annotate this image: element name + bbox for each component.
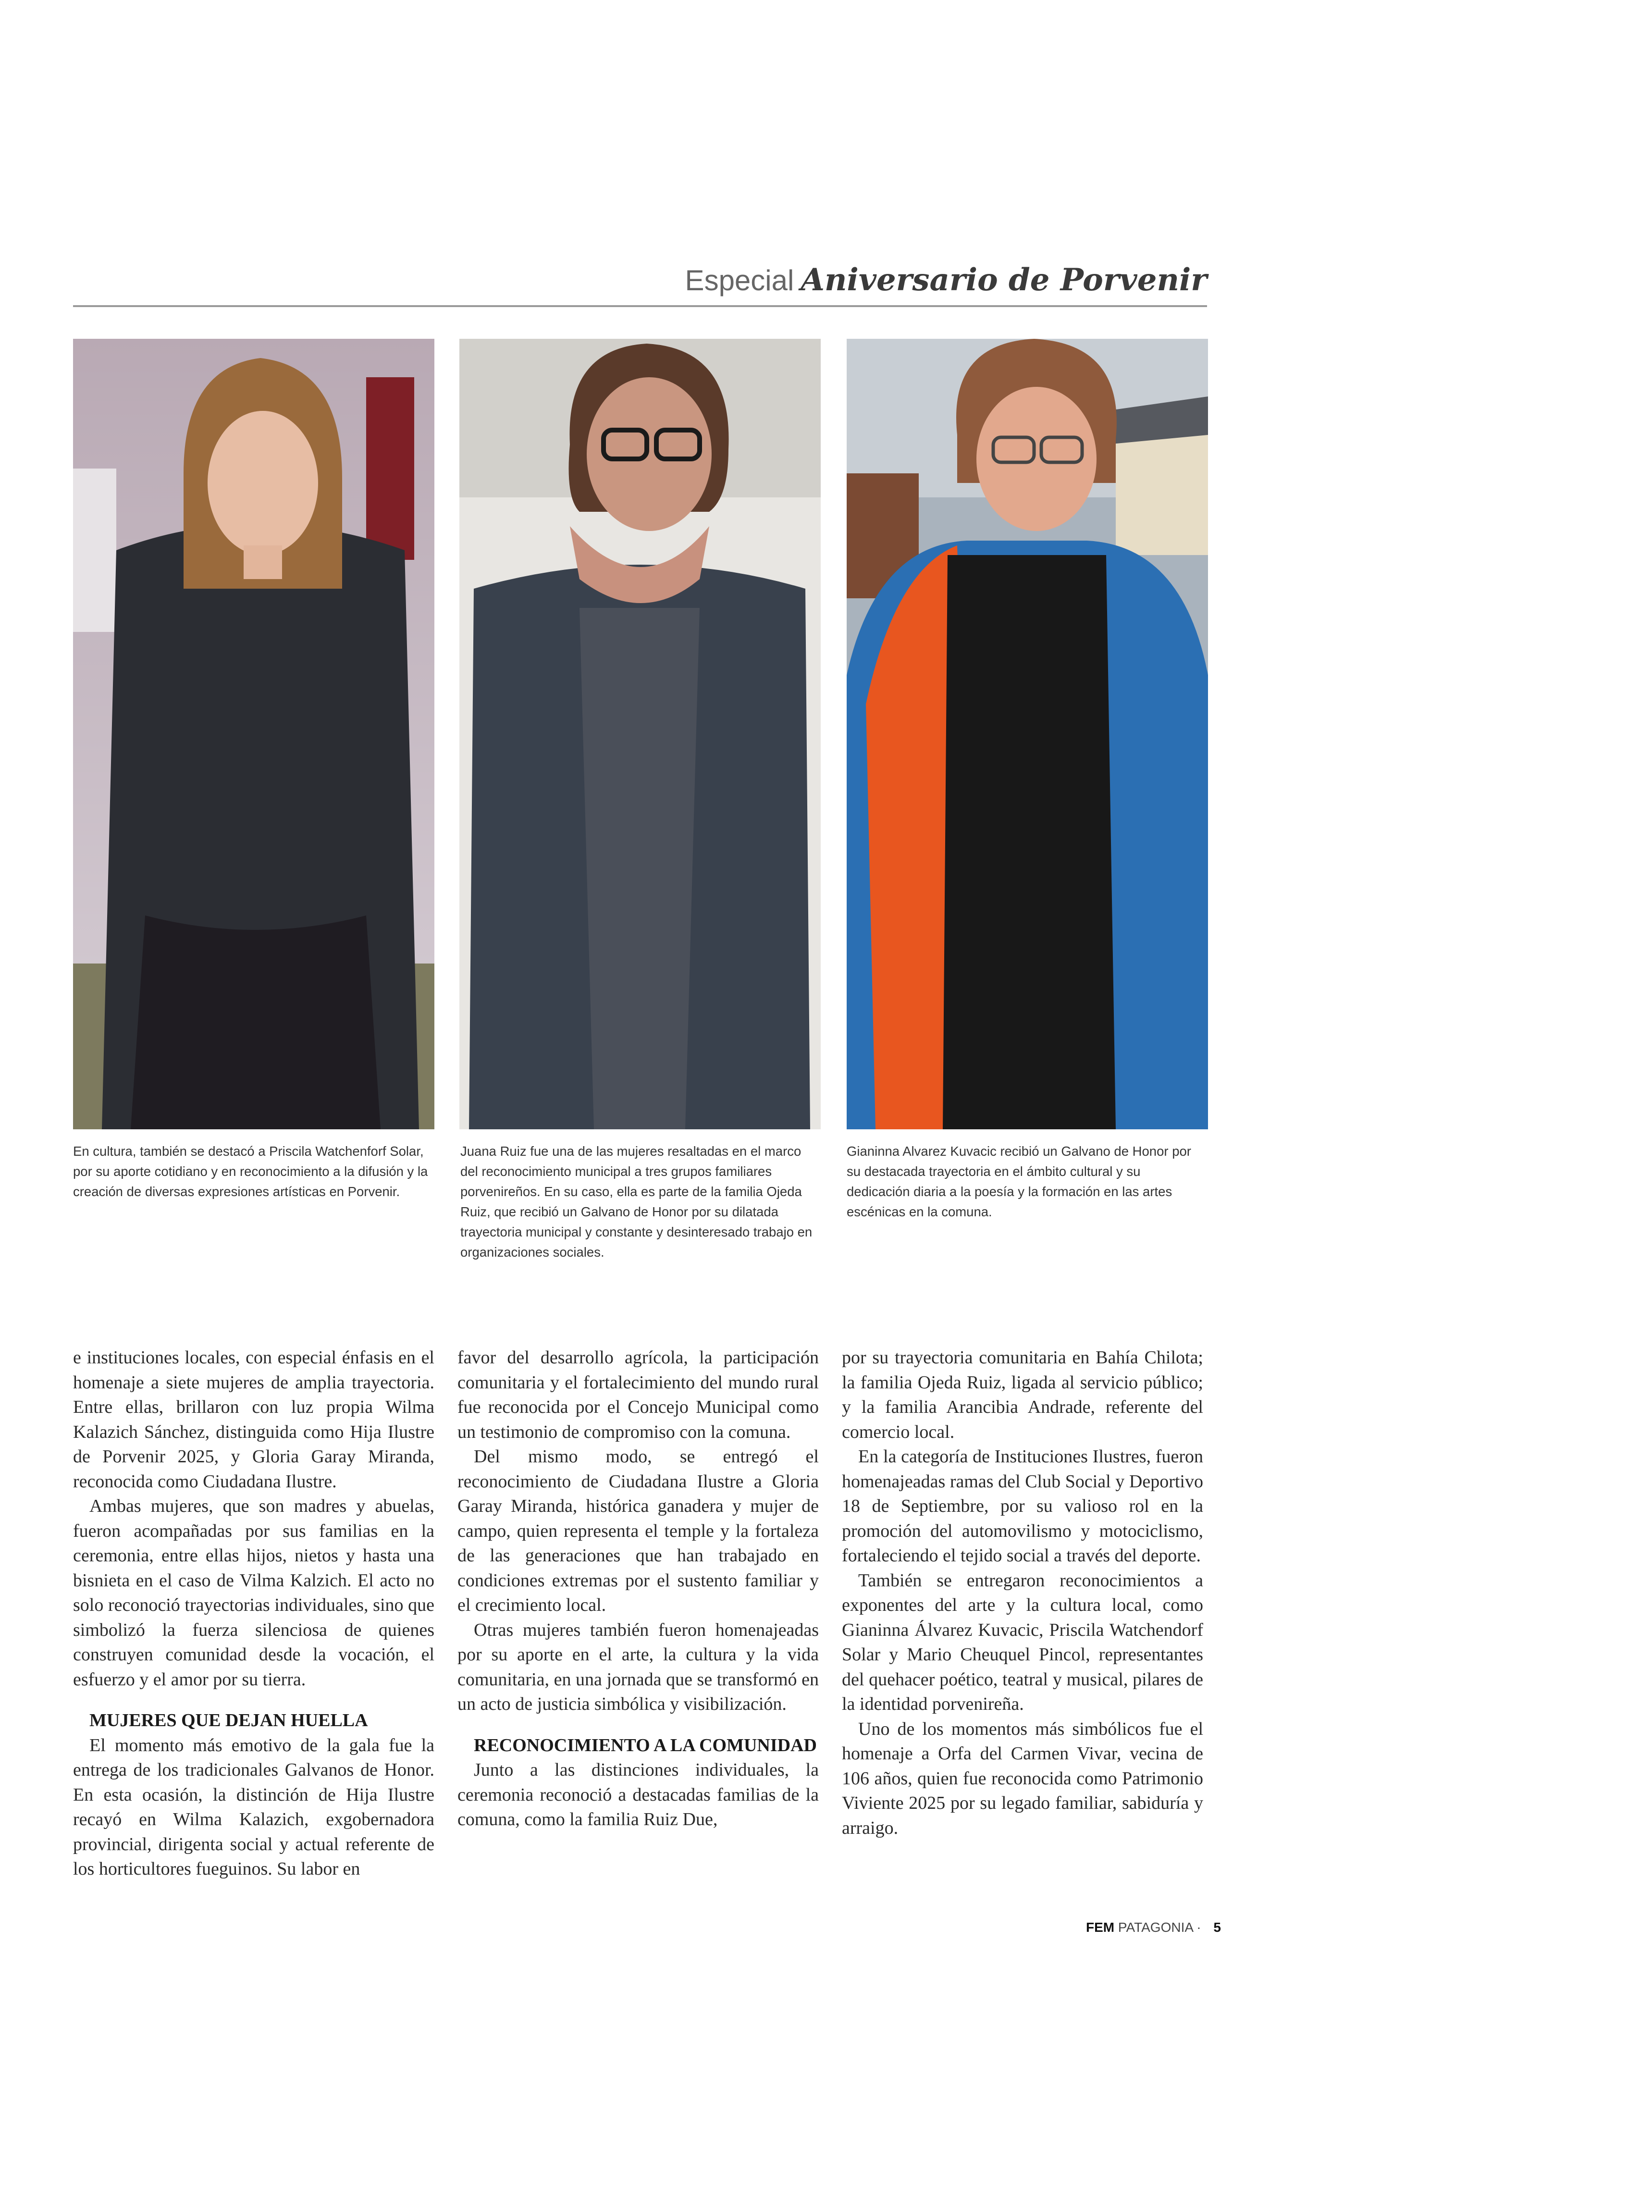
- photo-gianinna: [847, 339, 1208, 1129]
- article-column-1: [73, 1346, 434, 1893]
- article-paragraph: El momento más emotivo de la gala fue la entrega de los tradicionales Galvanos de Honor. En esta ocasión, la distinción de Hija Ilustre recayó en Wilma Kalazich, exgobernadora provincial, dirigenta social y actual referente de los horticultores fueguinos. Su labor en: [73, 1735, 434, 1879]
- photo-caption-3: Gianinna Alvarez Kuvacic recibió un Galvano de Honor por su destacada trayectoria en el ámbito cultural y su dedicación diaria a la poesía y la formación en las artes escénicas en la comuna.: [847, 1144, 1191, 1219]
- header-section-title: Aniversario de Porvenir: [801, 262, 1207, 298]
- section-heading: MUJERES QUE DEJAN HUELLA: [89, 1710, 368, 1730]
- article-paragraph: por su trayectoria comunitaria en Bahía Chilota; la familia Ojeda Ruiz, ligada al servicio público; y la familia Arancibia Andrade, referente del comercio local.: [842, 1347, 1203, 1442]
- photo-caption-1: En cultura, también se destacó a Priscila Watchenforf Solar, por su aporte cotidiano y en reconocimiento a la difusión y la creación de diversas expresiones artísticas en Porvenir.: [73, 1144, 428, 1199]
- section-heading: RECONOCIMIENTO A LA COMUNIDAD: [474, 1735, 817, 1755]
- footer-separator: ·: [1196, 1920, 1201, 1935]
- article-column-3: [842, 1346, 1203, 1893]
- photo-priscila: [73, 339, 434, 1129]
- page-footer: [1086, 1920, 1221, 1935]
- photo-caption-2: Juana Ruiz fue una de las mujeres resaltadas en el marco del reconocimiento municipal a tres grupos familiares porvenireños. En su caso, ella es parte de la familia Ojeda Ruiz, que recibió un Galvano de Honor por su dilatada trayectoria municipal y constante y desinteresado trabajo en organizaciones sociales.: [460, 1144, 813, 1260]
- article-paragraph: En la categoría de Instituciones Ilustres, fueron homenajeadas ramas del Club Social y Deportivo 18 de Septiembre, por su valioso rol en la promoción del automovilismo y motociclismo, fortaleciendo el tejido social a través del deporte.: [842, 1446, 1203, 1566]
- footer-magazine: PATAGONIA: [1118, 1920, 1193, 1935]
- photo-juana: [459, 339, 821, 1129]
- header-title: [685, 262, 1207, 298]
- article-paragraph: También se entregaron reconocimientos a exponentes del arte y la cultura local, como Gianinna Álvarez Kuvacic, Priscila Watchendorf Solar y Mario Cheuquel Pincol, representantes del quehacer poético, teatral y musical, pilares de la identidad porvenireña.: [842, 1570, 1203, 1714]
- article-column-2: [457, 1346, 819, 1893]
- article-paragraph: Ambas mujeres, que son madres y abuelas, fueron acompañadas por sus familias en la ceremonia, entre ellas hijos, nietos y hasta una bisnieta en el caso de Vilma Kalzich. El acto no solo reconoció trayectorias individuales, sino que simbolizó la fuerza silenciosa de quienes construyen comunidad desde la vocación, el esfuerzo y el amor por su tierra.: [73, 1496, 434, 1690]
- article-paragraph: Del mismo modo, se entregó el reconocimiento de Ciudadana Ilustre a Gloria Garay Miranda, histórica ganadera y mujer de campo, quien representa el temple y la fortaleza de las generaciones que han trabajado en condiciones extremas por el sustento familiar y el crecimiento local.: [457, 1446, 819, 1615]
- section-header: [73, 262, 1207, 307]
- footer-brand: FEM: [1086, 1920, 1115, 1935]
- article-paragraph: e instituciones locales, con especial énfasis en el homenaje a siete mujeres de amplia trayectoria. Entre ellas, brillaron con luz propia Wilma Kalazich Sánchez, distinguida como Hija Ilustre de Porvenir 2025, y Gloria Garay Miranda, reconocida como Ciudadana Ilustre.: [73, 1347, 434, 1492]
- article-paragraph: Junto a las distinciones individuales, la ceremonia reconoció a destacadas familias de la comuna, como la familia Ruiz Due,: [457, 1760, 819, 1829]
- article-paragraph: Uno de los momentos más simbólicos fue el homenaje a Orfa del Carmen Vivar, vecina de 106 años, quien fue reconocida como Patrimonio Viviente 2025 por su legado familiar, sabiduría y arraigo.: [842, 1718, 1203, 1838]
- article-paragraph: Otras mujeres también fueron homenajeadas por su aporte en el arte, la cultura y la vida comunitaria, en una jornada que se transformó en un acto de justicia simbólica y visibilización.: [457, 1619, 819, 1714]
- header-section-label: Especial: [685, 264, 794, 297]
- article-paragraph: favor del desarrollo agrícola, la participación comunitaria y el fortalecimiento del mundo rural fue reconocida por el Concejo Municipal como un testimonio de compromiso con la comuna.: [457, 1347, 819, 1442]
- page-number: 5: [1213, 1920, 1221, 1935]
